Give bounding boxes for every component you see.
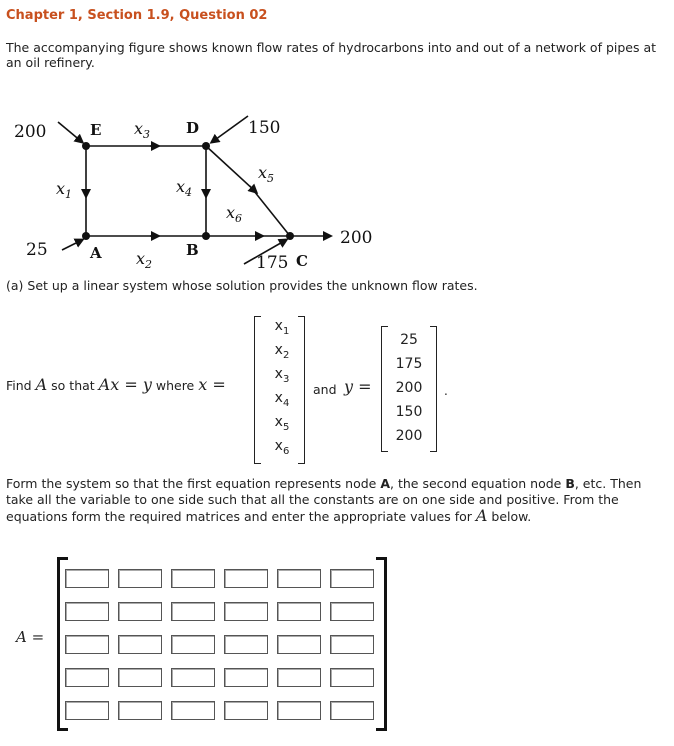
equation-ax-y: Ax = y xyxy=(98,375,152,394)
part-a-prompt: (a) Set up a linear system whose solution provides the unknown flow rates. xyxy=(6,278,478,293)
and-text: and xyxy=(313,382,337,397)
x-vector-entry: $x_2$ xyxy=(274,342,290,361)
matrix-cell-input[interactable] xyxy=(65,569,109,588)
matrix-cell-input[interactable] xyxy=(171,668,215,687)
flow-in-a-label: 25 xyxy=(26,240,48,260)
flow-in-c-label: 175 xyxy=(256,253,289,273)
x-vector-entry: $x_3$ xyxy=(274,366,290,385)
matrix-cell-input[interactable] xyxy=(277,701,321,720)
node-d-label: D xyxy=(186,119,200,137)
matrix-cell-input[interactable] xyxy=(171,701,215,720)
matrix-cell-input[interactable] xyxy=(118,635,162,654)
node-b-label: B xyxy=(186,241,199,259)
svg-text:x5 xyxy=(258,163,274,185)
matrix-cell-input[interactable] xyxy=(171,569,215,588)
matrix-cell-input[interactable] xyxy=(65,602,109,621)
y-vector-entry: 150 xyxy=(395,404,423,420)
y-vector-entry: 200 xyxy=(395,380,423,396)
x-vector-entry: $x_1$ xyxy=(274,318,290,337)
flow-in-d-label: 150 xyxy=(248,118,281,138)
y-vector-left-bracket xyxy=(381,326,388,452)
instructions-text: Form the system so that the first equation represents node A, the second equation node B, etc. Then take all the variable to one side such that all the constants are on one side and positive. From the equations form the required matrices and enter the appropriate values for A below. xyxy=(6,476,642,525)
period: . xyxy=(444,384,448,398)
where-text: where xyxy=(155,378,195,393)
so-that-text: so that xyxy=(51,378,95,393)
node-a-label: A xyxy=(90,244,102,262)
flow-out-c-label: 200 xyxy=(340,228,373,248)
matrix-cell-input[interactable] xyxy=(277,668,321,687)
var-x1-sub: 1 xyxy=(65,188,73,201)
matrix-cell-input[interactable] xyxy=(171,635,215,654)
find-line xyxy=(6,375,226,394)
pipe-network-figure xyxy=(0,100,400,275)
x-vector-entry: $x_4$ xyxy=(274,390,290,409)
matrix-cell-input[interactable] xyxy=(277,569,321,588)
y-vector-right-bracket xyxy=(430,326,437,452)
svg-text:x1 xyxy=(56,179,72,201)
svg-text:x2 xyxy=(136,249,152,271)
matrix-cell-input[interactable] xyxy=(65,635,109,654)
x-vector-left-bracket xyxy=(254,316,261,464)
matrix-cell-input[interactable] xyxy=(224,635,268,654)
matrix-cell-input[interactable] xyxy=(330,701,374,720)
svg-text:x3 xyxy=(134,119,150,141)
matrix-cell-input[interactable] xyxy=(330,602,374,621)
matrix-cell-input[interactable] xyxy=(224,701,268,720)
matrix-cell-input[interactable] xyxy=(330,569,374,588)
flow-in-e-label: 200 xyxy=(14,122,47,142)
var-x3: x xyxy=(134,119,144,138)
var-x4-sub: 4 xyxy=(185,186,193,199)
matrix-cell-input[interactable] xyxy=(65,701,109,720)
matrix-cell-input[interactable] xyxy=(65,668,109,687)
y-equals: y = xyxy=(344,377,372,396)
var-x4: x xyxy=(176,177,186,196)
node-e-label: E xyxy=(90,121,102,139)
x-vector-entry: $x_6$ xyxy=(274,438,290,457)
matrix-right-bracket xyxy=(376,557,387,731)
var-x2: x xyxy=(136,249,146,268)
svg-text:x6 xyxy=(226,203,242,225)
x-vector-right-bracket xyxy=(298,316,305,464)
var-x2-sub: 2 xyxy=(145,258,153,271)
page-title: Chapter 1, Section 1.9, Question 02 xyxy=(6,8,268,23)
x-vector-entry: $x_5$ xyxy=(274,414,290,433)
matrix-a-label: A = xyxy=(16,628,45,646)
node-c-label: C xyxy=(296,252,308,270)
matrix-cell-input[interactable] xyxy=(118,668,162,687)
matrix-cell-input[interactable] xyxy=(224,569,268,588)
matrix-cell-input[interactable] xyxy=(118,569,162,588)
y-vector-entry: 25 xyxy=(400,332,418,348)
matrix-cell-input[interactable] xyxy=(277,602,321,621)
find-text: Find xyxy=(6,378,32,393)
matrix-cell-input[interactable] xyxy=(118,602,162,621)
matrix-cell-input[interactable] xyxy=(330,668,374,687)
var-x5: x xyxy=(258,163,268,182)
matrix-cell-input[interactable] xyxy=(330,635,374,654)
var-x3-sub: 3 xyxy=(143,128,151,141)
y-vector-entry: 175 xyxy=(395,356,423,372)
intro-text: The accompanying figure shows known flow rates of hydrocarbons into and out of a network of pipes at an oil refinery. xyxy=(6,40,657,70)
var-x5-sub: 5 xyxy=(267,172,275,185)
svg-text:x4 xyxy=(176,177,192,199)
var-x6: x xyxy=(226,203,236,222)
var-x1: x xyxy=(56,179,66,198)
x-equals: x = xyxy=(198,375,226,394)
matrix-a-var: A xyxy=(35,375,48,394)
matrix-cell-input[interactable] xyxy=(277,635,321,654)
matrix-cell-input[interactable] xyxy=(224,668,268,687)
matrix-cell-input[interactable] xyxy=(224,602,268,621)
matrix-cell-input[interactable] xyxy=(118,701,162,720)
var-x6-sub: 6 xyxy=(235,212,243,225)
matrix-cell-input[interactable] xyxy=(171,602,215,621)
y-vector-entry: 200 xyxy=(395,428,423,444)
